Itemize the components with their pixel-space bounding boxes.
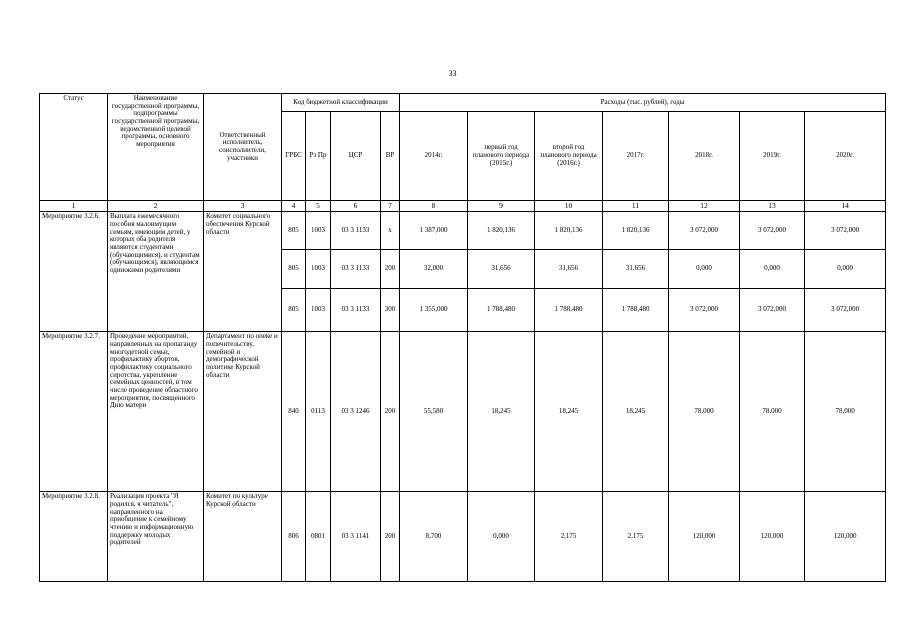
col-number: 7 [381, 201, 400, 212]
value-2019-cell: 120,000 [740, 492, 805, 582]
executor-cell: Комитет по культуре Курской области [204, 492, 282, 582]
col-number: 1 [40, 201, 108, 212]
header-expenses: Расходы (тыс. рублей), годы [400, 94, 886, 112]
value-2017-cell: 1 788,480 [603, 289, 669, 332]
value-2014-cell: 1 355,000 [400, 289, 468, 332]
header-2017: 2017г. [603, 112, 669, 201]
table-row [40, 492, 886, 582]
header-budget-code: Код бюджетной классификации [282, 94, 400, 112]
name-cell: Реализация проекта "Я родился, я читатель", направленного на приобщение к семейному чтению и информационную поддержку молодых родителей [108, 492, 204, 582]
value-2017-cell: 31,656 [603, 250, 669, 289]
rzpr-cell: 0801 [306, 492, 331, 582]
value-2015-cell: 0,000 [468, 492, 535, 582]
col-number: 10 [535, 201, 603, 212]
grbs-cell: 805 [282, 250, 306, 289]
value-2019-cell: 3 072,000 [740, 212, 805, 250]
vr-cell: 200 [381, 492, 400, 582]
col-number: 14 [805, 201, 886, 212]
csr-cell: 03 3 1246 [331, 332, 381, 492]
value-2016-cell: 18,245 [535, 332, 603, 492]
grbs-cell: 840 [282, 332, 306, 492]
value-2017-cell: 1 820,136 [603, 212, 669, 250]
csr-cell: 03 3 1141 [331, 492, 381, 582]
page-number: 33 [448, 69, 457, 78]
name-cell: Выплата ежемесячного пособия малоимущим семьям, имеющим детей, у которых оба родителя являются студентами (обучающимися), и студентам (обучающимся), являющимся одинокими родителями [108, 212, 204, 332]
header-2018: 2018г. [669, 112, 740, 201]
header-status: Статус [40, 94, 108, 201]
value-2020-cell: 3 072,000 [805, 289, 886, 332]
value-2015-cell: 1 788,480 [468, 289, 535, 332]
value-2015-cell: 31,656 [468, 250, 535, 289]
value-2018-cell: 3 072,000 [669, 212, 740, 250]
col-number: 6 [331, 201, 381, 212]
header-rzpr: Рз Пр [306, 112, 331, 201]
value-2020-cell: 78,000 [805, 332, 886, 492]
rzpr-cell: 1003 [306, 212, 331, 250]
header-name: Наименование государственной программы, подпрограммы государственной программы, ведомственной целевой программы, основного мероприятия [108, 94, 204, 201]
vr-cell: х [381, 212, 400, 250]
col-number: 13 [740, 201, 805, 212]
header-executor: Ответственный исполнитель, соисполнители, участники [204, 94, 282, 201]
col-number: 12 [669, 201, 740, 212]
header-2014: 2014г. [400, 112, 468, 201]
value-2019-cell: 78,000 [740, 332, 805, 492]
value-2016-cell: 1 788,480 [535, 289, 603, 332]
value-2018-cell: 3 072,000 [669, 289, 740, 332]
value-2016-cell: 1 820,136 [535, 212, 603, 250]
budget-table [39, 93, 886, 582]
name-cell: Проведение мероприятий, направленных на пропаганду многодетной семьи, профилактику абортов, профилактику социального сиротства, укрепление семейных ценностей, в том числе проведение областного мероприятия, посвященного Дню матери [108, 332, 204, 492]
value-2018-cell: 120,000 [669, 492, 740, 582]
executor-cell: Комитет социального обеспечения Курской области [204, 212, 282, 332]
value-2020-cell: 120,000 [805, 492, 886, 582]
value-2014-cell: 1 387,000 [400, 212, 468, 250]
status-cell: Мероприятие 3.2.6. [40, 212, 108, 332]
table-row [40, 332, 886, 492]
value-2014-cell: 8,700 [400, 492, 468, 582]
header-2020: 2020г. [805, 112, 886, 201]
header-2019: 2019г. [740, 112, 805, 201]
col-number: 2 [108, 201, 204, 212]
csr-cell: 03 3 1133 [331, 250, 381, 289]
column-number-row [40, 201, 886, 212]
header-vr: ВР [381, 112, 400, 201]
value-2016-cell: 2,175 [535, 492, 603, 582]
rzpr-cell: 0113 [306, 332, 331, 492]
grbs-cell: 805 [282, 289, 306, 332]
value-2018-cell: 0,000 [669, 250, 740, 289]
value-2017-cell: 2,175 [603, 492, 669, 582]
value-2014-cell: 32,000 [400, 250, 468, 289]
csr-cell: 03 3 1133 [331, 289, 381, 332]
status-cell: Мероприятие 3.2.8. [40, 492, 108, 582]
col-number: 11 [603, 201, 669, 212]
header-grbs: ГРБС [282, 112, 306, 201]
status-cell: Мероприятие 3.2.7. [40, 332, 108, 492]
value-2019-cell: 3 072,000 [740, 289, 805, 332]
col-number: 5 [306, 201, 331, 212]
executor-cell: Департамент по опеке и попечительству, семейной и демографической политике Курской области [204, 332, 282, 492]
rzpr-cell: 1003 [306, 250, 331, 289]
col-number: 9 [468, 201, 535, 212]
value-2015-cell: 18,245 [468, 332, 535, 492]
value-2019-cell: 0,000 [740, 250, 805, 289]
header-plan-2016: второй год планового периода (2016г.) [535, 112, 603, 201]
vr-cell: 200 [381, 332, 400, 492]
value-2020-cell: 0,000 [805, 250, 886, 289]
col-number: 8 [400, 201, 468, 212]
header-csr: ЦСР [331, 112, 381, 201]
value-2014-cell: 55,580 [400, 332, 468, 492]
vr-cell: 200 [381, 250, 400, 289]
value-2018-cell: 78,000 [669, 332, 740, 492]
col-number: 4 [282, 201, 306, 212]
value-2015-cell: 1 820,136 [468, 212, 535, 250]
vr-cell: 300 [381, 289, 400, 332]
table-row [40, 212, 886, 250]
csr-cell: 03 3 1133 [331, 212, 381, 250]
grbs-cell: 806 [282, 492, 306, 582]
grbs-cell: 805 [282, 212, 306, 250]
value-2017-cell: 18,245 [603, 332, 669, 492]
header-plan-2015: первый год планового периода (2015г.) [468, 112, 535, 201]
value-2016-cell: 31,656 [535, 250, 603, 289]
col-number: 3 [204, 201, 282, 212]
rzpr-cell: 1003 [306, 289, 331, 332]
value-2020-cell: 3 072,000 [805, 212, 886, 250]
